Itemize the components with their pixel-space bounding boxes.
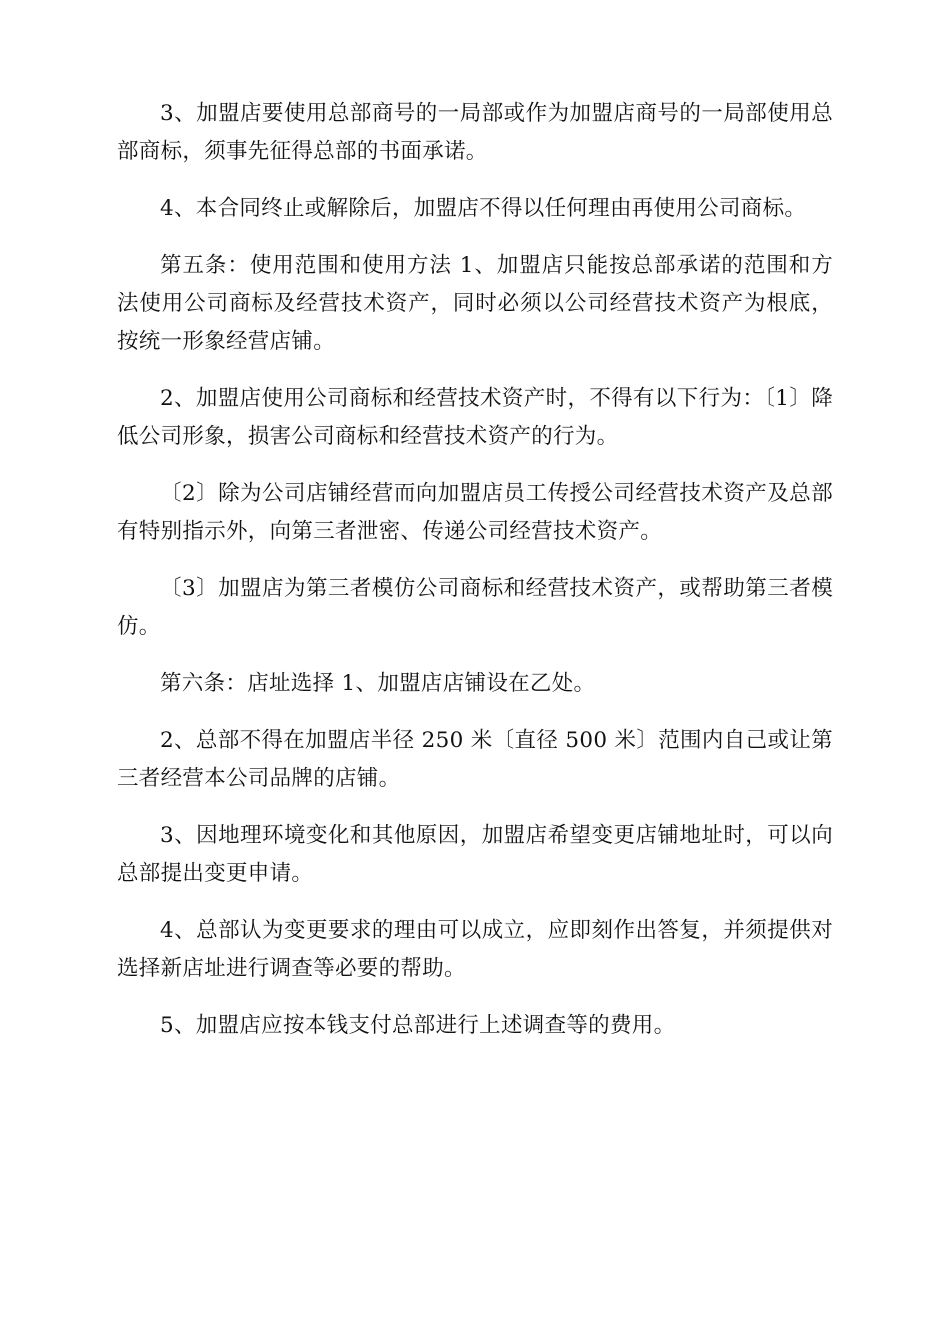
paragraph-article6-item5: 5、加盟店应按本钱支付总部进行上述调查等的费用。 — [160, 1013, 676, 1038]
paragraph-article6-item2: 2、总部不得在加盟店半径 250 米〔直径 500 米〕范围内自己或让第三者经营本公司品牌的店铺。 — [117, 728, 833, 791]
paragraph-article5-item1: 第五条：使用范围和使用方法 1、加盟店只能按总部承诺的范围和方法使用公司商标及经营技术资产，同时必须以公司经营技术资产为根底，按统一形象经营店铺。 — [117, 253, 833, 354]
paragraph-article5-subitem2: 〔2〕除为公司店铺经营而向加盟店员工传授公司经营技术资产及总部有特别指示外，向第三者泄密、传递公司经营技术资产。 — [117, 481, 833, 544]
paragraph-article5-subitem3: 〔3〕加盟店为第三者模仿公司商标和经营技术资产，或帮助第三者模仿。 — [117, 576, 833, 639]
paragraph-article5-item2: 2、加盟店使用公司商标和经营技术资产时，不得有以下行为：〔1〕降低公司形象，损害公司商标和经营技术资产的行为。 — [117, 386, 833, 449]
paragraph-article6-item1: 第六条：店址选择 1、加盟店店铺设在乙处。 — [160, 671, 596, 696]
paragraph-article6-item4: 4、总部认为变更要求的理由可以成立，应即刻作出答复，并须提供对选择新店址进行调查等必要的帮助。 — [117, 918, 833, 981]
document-body — [117, 95, 833, 1064]
paragraph-article4-item3: 3、加盟店要使用总部商号的一局部或作为加盟店商号的一局部使用总部商标，须事先征得总部的书面承诺。 — [117, 101, 833, 164]
paragraph-article4-item4: 4、本合同终止或解除后，加盟店不得以任何理由再使用公司商标。 — [160, 196, 807, 221]
paragraph-article6-item3: 3、因地理环境变化和其他原因，加盟店希望变更店铺地址时，可以向总部提出变更申请。 — [117, 823, 833, 886]
